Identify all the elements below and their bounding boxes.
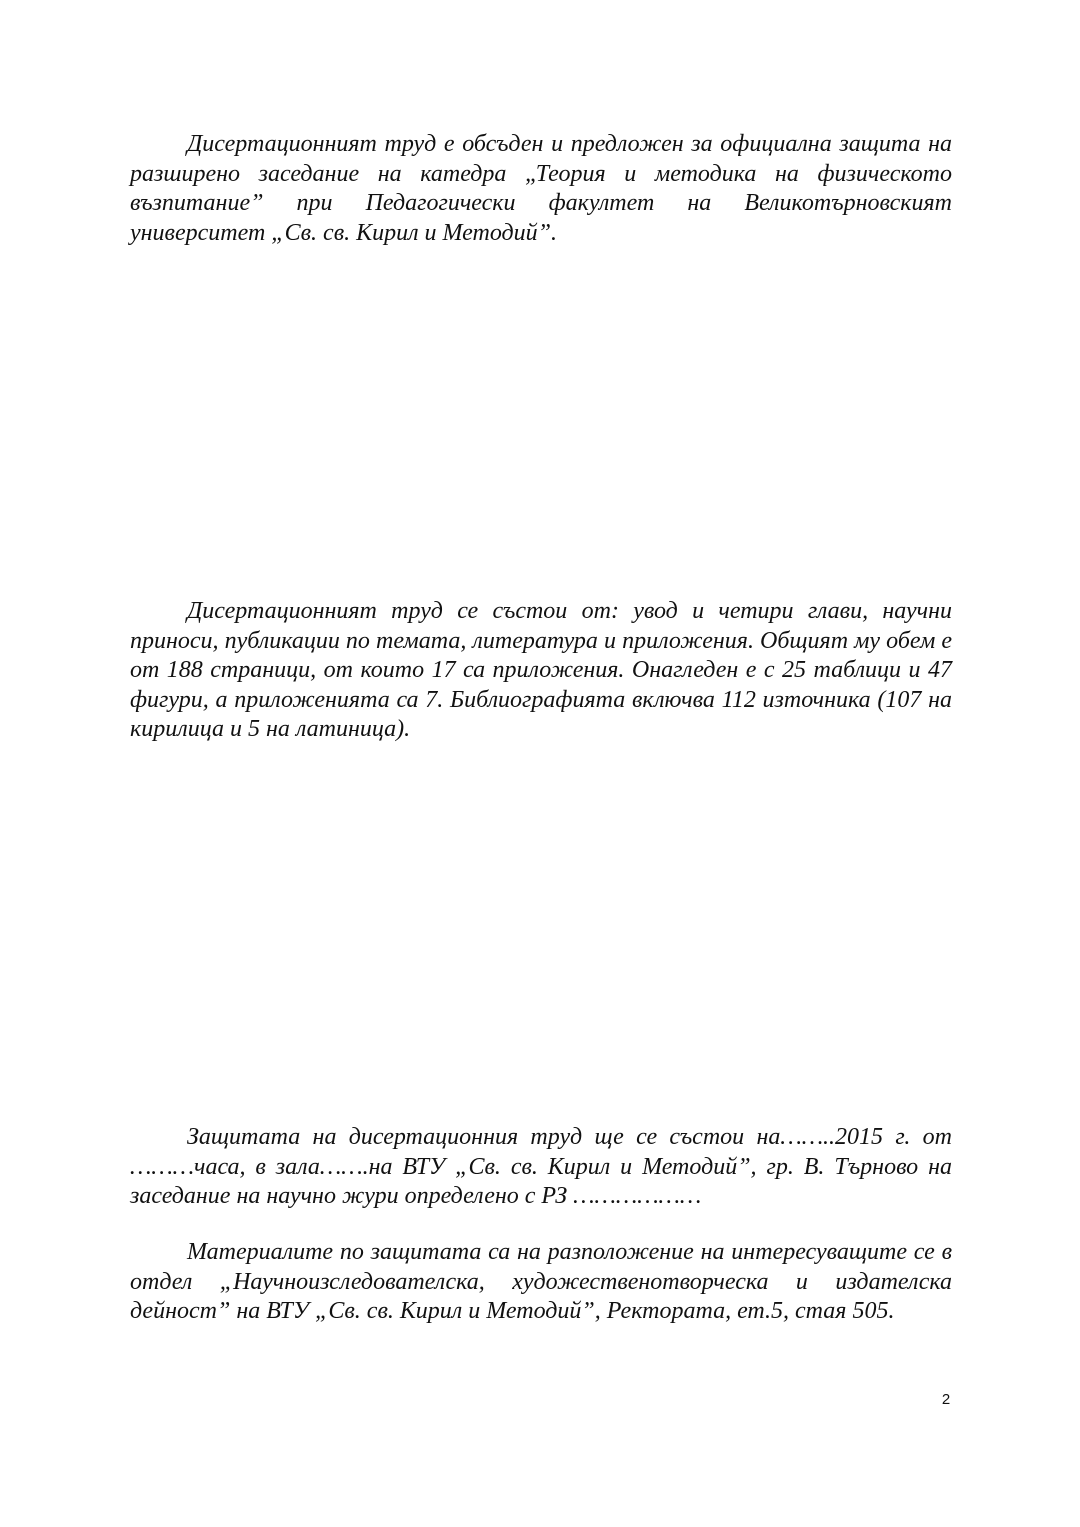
paragraph-materials: Материалите по защитата са на разположение на интересуващите се в отдел „Научноизследователска, художественотворческа и издателска дейност” на ВТУ „Св. св. Кирил и Методий”, Ректората, ет.5, стая 505. bbox=[130, 1239, 952, 1324]
paragraph-discussion: Дисертационният труд е обсъден и предложен за официална защита на разширено заседание на катедра „Теория и методика на физическото възпитание” при Педагогически факултет на Великотърновският университет „Св. св. Кирил и Методий”. bbox=[130, 131, 952, 246]
paragraph-defense-date: Защитата на дисертационния труд ще се състои на……..2015 г. от ………часа, в зала…….на ВТУ „Св. св. Кирил и Методий”, гр. В. Търново на заседание на научно жури определено с РЗ ……………… bbox=[130, 1124, 952, 1209]
paragraph-structure: Дисертационният труд се състои от: увод и четири глави, научни приноси, публикации по темата, литература и приложения. Общият му обем е от 188 страници, от които 17 са приложения. Онагледен е с 25 таблици и 47 фигури, а приложенията са 7. Библиографията включва 112 източника (107 на кирилица и 5 на латиница). bbox=[130, 598, 952, 742]
page-number: 2 bbox=[941, 1391, 951, 1408]
